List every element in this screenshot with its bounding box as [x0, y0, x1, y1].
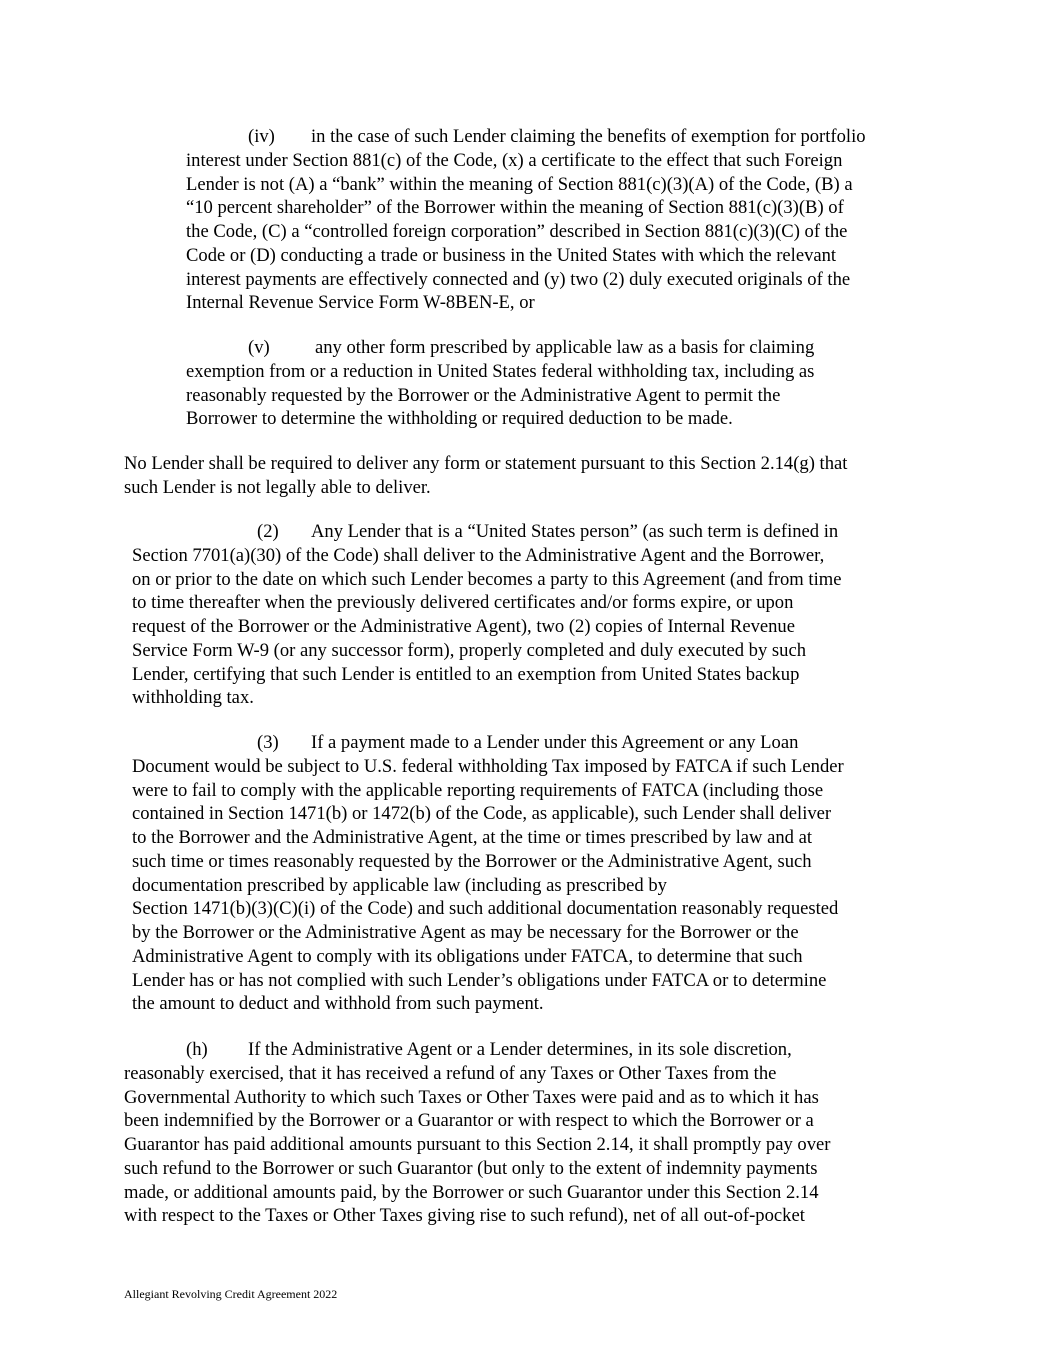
paragraph-no-lender	[124, 452, 847, 500]
text-line: Section 7701(a)(30) of the Code) shall deliver to the Administrative Agent and the Borrower,	[132, 544, 825, 566]
line-text: Any Lender that is a “United States person” (as such term is defined in	[311, 521, 839, 542]
text-line: documentation prescribed by applicable law (including as prescribed by	[132, 874, 667, 896]
text-line: by the Borrower or the Administrative Agent as may be necessary for the Borrower or the	[132, 922, 799, 943]
text-line: such refund to the Borrower or such Guarantor (but only to the extent of indemnity payments	[124, 1157, 818, 1179]
paragraph-label: (iv)	[248, 126, 275, 147]
text-line: Document would be subject to U.S. federal withholding Tax imposed by FATCA if such Lender	[132, 755, 844, 777]
paragraph-label: (2)	[257, 521, 279, 542]
text-line: such Lender is not legally able to deliver.	[124, 476, 431, 498]
paragraph-v	[186, 336, 814, 431]
text-line: Lender is not (A) a “bank” within the meaning of Section 881(c)(3)(A) of the Code, (B) a	[186, 173, 853, 195]
paragraph-3	[132, 731, 844, 1016]
text-line: Borrower to determine the withholding or required deduction to be made.	[186, 408, 733, 430]
text-line: interest under Section 881(c) of the Code, (x) a certificate to the effect that such Foreign	[186, 149, 843, 171]
text-line: the amount to deduct and withhold from such payment.	[132, 993, 544, 1015]
text-line: been indemnified by the Borrower or a Guarantor or with respect to which the Borrower or a	[124, 1110, 814, 1132]
text-line: Governmental Authority to which such Taxes or Other Taxes were paid and as to which it has	[124, 1086, 819, 1108]
text-line: to time thereafter when the previously delivered certificates and/or forms expire, or upon	[132, 592, 794, 614]
text-line: on or prior to the date on which such Lender becomes a party to this Agreement (and from time	[132, 568, 842, 590]
text-line	[132, 520, 841, 544]
text-line	[186, 125, 866, 149]
text-line: were to fail to comply with the applicable reporting requirements of FATCA (including those	[132, 779, 824, 801]
text-line: Guarantor has paid additional amounts pursuant to this Section 2.14, it shall promptly pay over	[124, 1134, 831, 1155]
text-line: withholding tax.	[132, 687, 254, 709]
text-line: request of the Borrower or the Administrative Agent), two (2) copies of Internal Revenue	[132, 616, 795, 637]
text-line: Section 1471(b)(3)(C)(i) of the Code) and such additional documentation reasonably requested	[132, 898, 839, 920]
text-line: Service Form W-9 (or any successor form), properly completed and duly executed by such	[132, 639, 806, 661]
paragraph-h	[124, 1038, 830, 1228]
text-line	[124, 1038, 830, 1062]
page-footer: Allegiant Revolving Credit Agreement 2022	[124, 1287, 338, 1301]
text-line: Lender has or has not complied with such Lender’s obligations under FATCA or to determine	[132, 969, 827, 991]
paragraph-label: (h)	[186, 1039, 208, 1060]
text-line: Lender, certifying that such Lender is entitled to an exemption from United States backup	[132, 663, 800, 685]
text-line: reasonably requested by the Borrower or the Administrative Agent to permit the	[186, 384, 781, 406]
text-line: with respect to the Taxes or Other Taxes giving rise to such refund), net of all out-of-pocket	[124, 1205, 805, 1227]
paragraph-label: (3)	[257, 732, 279, 753]
line-text: If the Administrative Agent or a Lender determines, in its sole discretion,	[248, 1039, 792, 1060]
line-text: any other form prescribed by applicable law as a basis for claiming	[315, 337, 815, 358]
text-line: reasonably exercised, that it has received a refund of any Taxes or Other Taxes from the	[124, 1062, 777, 1084]
text-line: Administrative Agent to comply with its obligations under FATCA, to determine that such	[132, 945, 803, 967]
paragraph-iv	[186, 125, 866, 315]
text-line: made, or additional amounts paid, by the Borrower or such Guarantor under this Section 2.14	[124, 1181, 819, 1203]
paragraph-label: (v)	[248, 337, 270, 358]
line-text: If a payment made to a Lender under this Agreement or any Loan	[311, 732, 799, 753]
paragraph-2	[132, 520, 841, 710]
text-line: No Lender shall be required to deliver any form or statement pursuant to this Section 2.14(g) that	[124, 453, 848, 474]
text-line	[132, 731, 844, 755]
text-line: exemption from or a reduction in United States federal withholding tax, including as	[186, 360, 815, 382]
text-line: contained in Section 1471(b) or 1472(b) of the Code, as applicable), such Lender shall deliver	[132, 803, 832, 825]
text-line	[186, 336, 814, 360]
text-line: such time or times reasonably requested by the Borrower or the Administrative Agent, such	[132, 850, 812, 872]
text-line: Code or (D) conducting a trade or business in the United States with which the relevant	[186, 244, 837, 266]
text-line: “10 percent shareholder” of the Borrower within the meaning of Section 881(c)(3)(B) of	[186, 197, 844, 219]
text-line: to the Borrower and the Administrative Agent, at the time or times prescribed by law and at	[132, 827, 813, 848]
text-line: the Code, (C) a “controlled foreign corporation” described in Section 881(c)(3)(C) of the	[186, 221, 848, 242]
text-line: interest payments are effectively connected and (y) two (2) duly executed originals of the	[186, 268, 851, 290]
text-line: Internal Revenue Service Form W-8BEN-E, or	[186, 292, 535, 314]
line-text: in the case of such Lender claiming the benefits of exemption for portfolio	[311, 126, 866, 147]
